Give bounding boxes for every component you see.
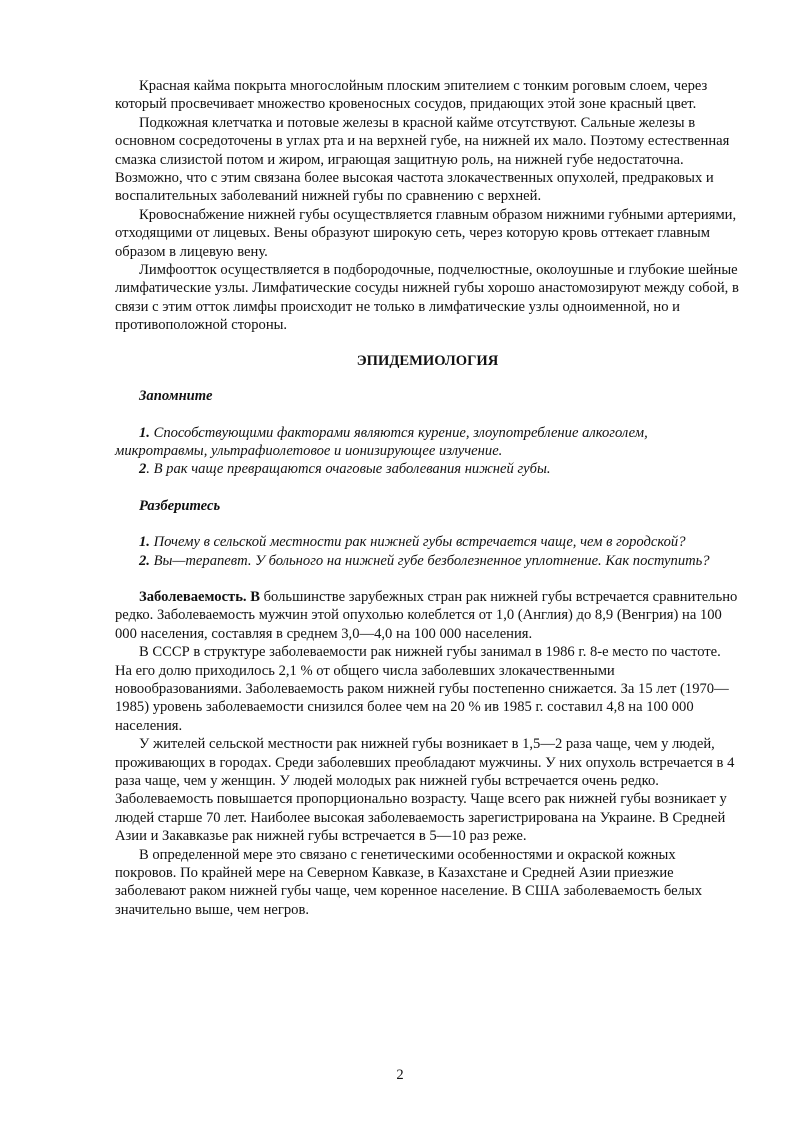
- remember-item: [115, 424, 740, 461]
- paragraph-incidence-lead: [115, 588, 740, 643]
- figure-out-item: [115, 533, 740, 551]
- figure-out-title: Разберитесь: [139, 497, 221, 514]
- remember-title: Запомните: [139, 388, 213, 405]
- section-heading: ЭПИДЕМИОЛОГИЯ: [356, 352, 499, 369]
- paragraph-glands: Подкожная клетчатка и потовые железы в красной кайме отсутствуют. Сальные железы в основном сосредоточены в углах рта и на верхней губе, на нижней их мало. Поэтому естественная смазка слизистой потом и жиром, играющая защитную роль, на нижней губе недостаточна. Возможно, что с этим связана более высокая частота злокачественных опухолей, предраковых и воспалительных заболеваний нижней губы по сравнению с верхней.: [115, 114, 730, 205]
- spacer: [115, 570, 740, 588]
- spacer: [115, 479, 740, 497]
- remember-item-number: 1.: [139, 424, 150, 441]
- page-number: 2: [396, 1067, 404, 1083]
- figure-out-item-text: Вы—терапевт. У больного на нижней губе безболезненное уплотнение. Как поступить?: [149, 552, 710, 569]
- incidence-lead-text: большинстве зарубежных стран рак нижней губы встречается сравнительно редко. Заболеваемость мужчин этой опухолью колеблется от 1,0 (Англия) до 8,9 (Венгрия) на 100 000 населения, составляя в среднем 3,0—4,0 на 100 000 населения.: [115, 588, 738, 642]
- paragraph-red-border: Красная кайма покрыта многослойным плоским эпителием с тонким роговым слоем, через который просвечивает множество кровеносных сосудов, придающих этой зоне красный цвет.: [115, 78, 708, 113]
- document-page: [115, 77, 740, 919]
- incidence-lead-bold: Заболеваемость. В: [139, 588, 260, 605]
- paragraph-lymph: Лимфоотток осуществляется в подбородочные, подчелюстные, околоушные и глубокие шейные лимфатические узлы. Лимфатические сосуды нижней губы хорошо анастомозируют между собой, в связи с этим отток лимфы происходит не только в лимфатические узлы одноименной, но и противоположной стороны.: [115, 262, 739, 334]
- figure-out-item-number: 2.: [139, 552, 150, 569]
- figure-out-item-text: Почему в сельской местности рак нижней губы встречается чаще, чем в городской?: [149, 534, 686, 551]
- figure-out-item-number: 1.: [139, 534, 150, 551]
- paragraph-rural: У жителей сельской местности рак нижней губы возникает в 1,5—2 раза чаще, чем у людей, проживающих в городах. Среди заболевших преобладают мужчины. У них опухоль встречается в 4 раза чаще, чем у женщин. У людей молодых рак нижней губы встречается очень редко. Заболеваемость повышается пропорционально возрасту. Чаще всего рак нижней губы возникает у людей старше 70 лет. Наиболее высокая заболеваемость зарегистрирована на Украине. В Средней Азии и Закавказье рак нижней губы встречается в 5—10 раз реже.: [115, 736, 735, 845]
- remember-item: [115, 460, 740, 478]
- paragraph-blood-supply: Кровоснабжение нижней губы осуществляется главным образом нижними губными артериями, отходящими от лицевых. Вены образуют широкую сеть, через которую кровь оттекает главным образом в лицевую вену.: [115, 206, 737, 260]
- paragraph-ussr: В СССР в структуре заболеваемости рак нижней губы занимал в 1986 г. 8-е место по частоте. На его долю приходилось 2,1 % от общего числа заболевших злокачественными новообразованиями. Заболеваемость раком нижней губы постепенно снижается. За 15 лет (1970—1985) уровень заболеваемости снизился более чем на 20 % ив 1985 г. составил 4,8 на 100 000 населения.: [115, 644, 729, 734]
- paragraph-genetics: В определенной мере это связано с генетическими особенностями и окраской кожных покровов. По крайней мере на Северном Кавказе, в Казахстане и Средней Азии приезжие заболевают раком нижней губы чаще, чем коренное население. В США заболеваемость белых значительно выше, чем негров.: [115, 846, 702, 918]
- remember-item-number: 2: [139, 461, 147, 478]
- remember-item-text: Способствующими факторами являются курение, злоупотребление алкоголем, микротравмы, ультрафиолетовое и ионизирующее излучение.: [115, 424, 648, 459]
- remember-item-text: . В рак чаще превращаются очаговые заболевания нижней губы.: [146, 461, 551, 478]
- figure-out-item: [115, 552, 740, 570]
